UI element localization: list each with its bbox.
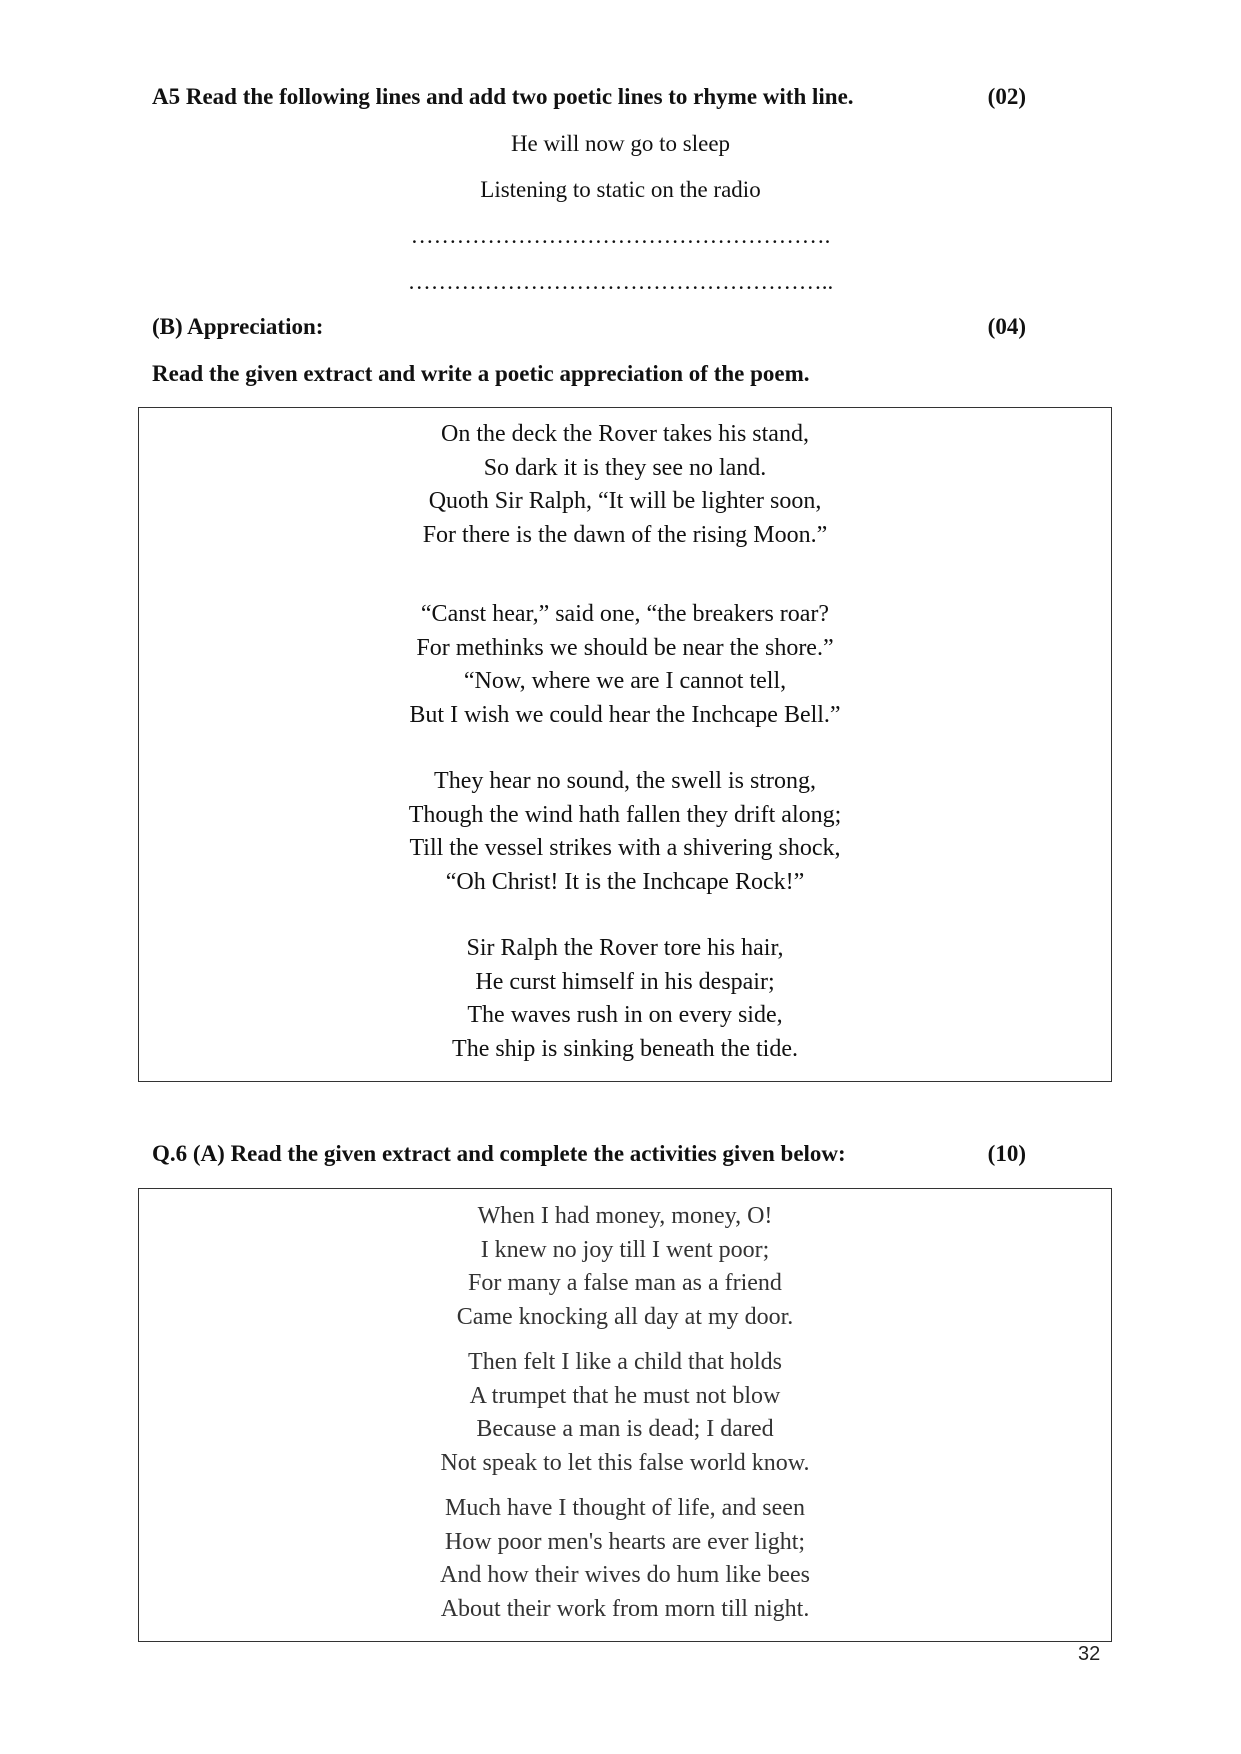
poem-stanza — [139, 1200, 1111, 1334]
poem-line: Because a man is dead; I dared — [476, 1416, 774, 1442]
poem-line: About their work from morn till night. — [440, 1595, 810, 1622]
b-marks: (04) — [987, 314, 1026, 339]
poem-line: A trumpet that he must not blow — [469, 1382, 781, 1409]
poem-stanza — [139, 1492, 1111, 1626]
poem-stanza — [139, 765, 1111, 899]
poem-line: The ship is sinking beneath the tide. — [452, 1035, 798, 1062]
poem-line: “Oh Christ! It is the Inchcape Rock!” — [445, 868, 805, 895]
poem-line: The waves rush in on every side, — [467, 1002, 783, 1028]
a5-marks: (02) — [987, 84, 1026, 109]
poem-line: “Canst hear,” said one, “the breakers roar? — [420, 601, 830, 627]
poem-line: For there is the dawn of the rising Moon.” — [422, 521, 828, 548]
poem-line: I knew no joy till I went poor; — [480, 1236, 770, 1263]
poem-line: But I wish we could hear the Inchcape Bell.” — [409, 701, 841, 728]
poem-line: Quoth Sir Ralph, “It will be lighter soon, — [428, 488, 822, 514]
b-instruction: Read the given extract and write a poetic appreciation of the poem. — [152, 361, 810, 386]
poem-line: They hear no sound, the swell is strong, — [434, 768, 816, 794]
a5-answer-blank-1: ………………………………………………. — [410, 223, 831, 248]
poem-line: “Now, where we are I cannot tell, — [463, 668, 787, 694]
poem-line: Much have I thought of life, and seen — [445, 1495, 805, 1521]
poem-line: On the deck the Rover takes his stand, — [441, 421, 809, 447]
a5-question-row — [152, 84, 1026, 110]
b-heading-row — [152, 314, 1026, 340]
poem-stanza — [139, 418, 1111, 552]
poem-line: Till the vessel strikes with a shivering shock, — [409, 835, 841, 861]
b-heading: (B) Appreciation: — [152, 314, 324, 339]
a5-line-2: Listening to static on the radio — [480, 177, 761, 202]
poem-line: Sir Ralph the Rover tore his hair, — [466, 935, 784, 961]
poem-line: He curst himself in his despair; — [475, 968, 775, 995]
appreciation-poem-box — [138, 407, 1112, 1082]
poem-line: Not speak to let this false world know. — [440, 1449, 810, 1476]
poem-line: So dark it is they see no land. — [483, 454, 767, 481]
a5-question-text: A5 Read the following lines and add two poetic lines to rhyme with line. — [152, 84, 854, 109]
poem-stanza — [139, 1346, 1111, 1480]
a5-line-1: He will now go to sleep — [510, 131, 731, 156]
poem-stanza — [139, 598, 1111, 732]
q6-poem-box — [138, 1188, 1112, 1642]
poem-stanza — [139, 932, 1111, 1066]
poem-line: Then felt I like a child that holds — [468, 1349, 782, 1375]
poem-line: And how their wives do hum like bees — [440, 1562, 810, 1588]
poem-line: Though the wind hath fallen they drift along; — [408, 801, 842, 828]
poem-line: When I had money, money, O! — [477, 1203, 773, 1229]
q6-question-text: Q.6 (A) Read the given extract and complete the activities given below: — [152, 1141, 846, 1166]
a5-answer-blank-2: ……………………………………………….. — [407, 269, 834, 294]
poem-line: For methinks we should be near the shore.” — [416, 634, 834, 661]
poem-line: Came knocking all day at my door. — [456, 1303, 794, 1330]
poem-line: How poor men's hearts are ever light; — [444, 1528, 806, 1555]
q6-marks: (10) — [987, 1141, 1026, 1166]
q6-question-row — [152, 1141, 1026, 1167]
page-number: 32 — [1078, 1643, 1101, 1665]
poem-line: For many a false man as a friend — [468, 1270, 782, 1296]
